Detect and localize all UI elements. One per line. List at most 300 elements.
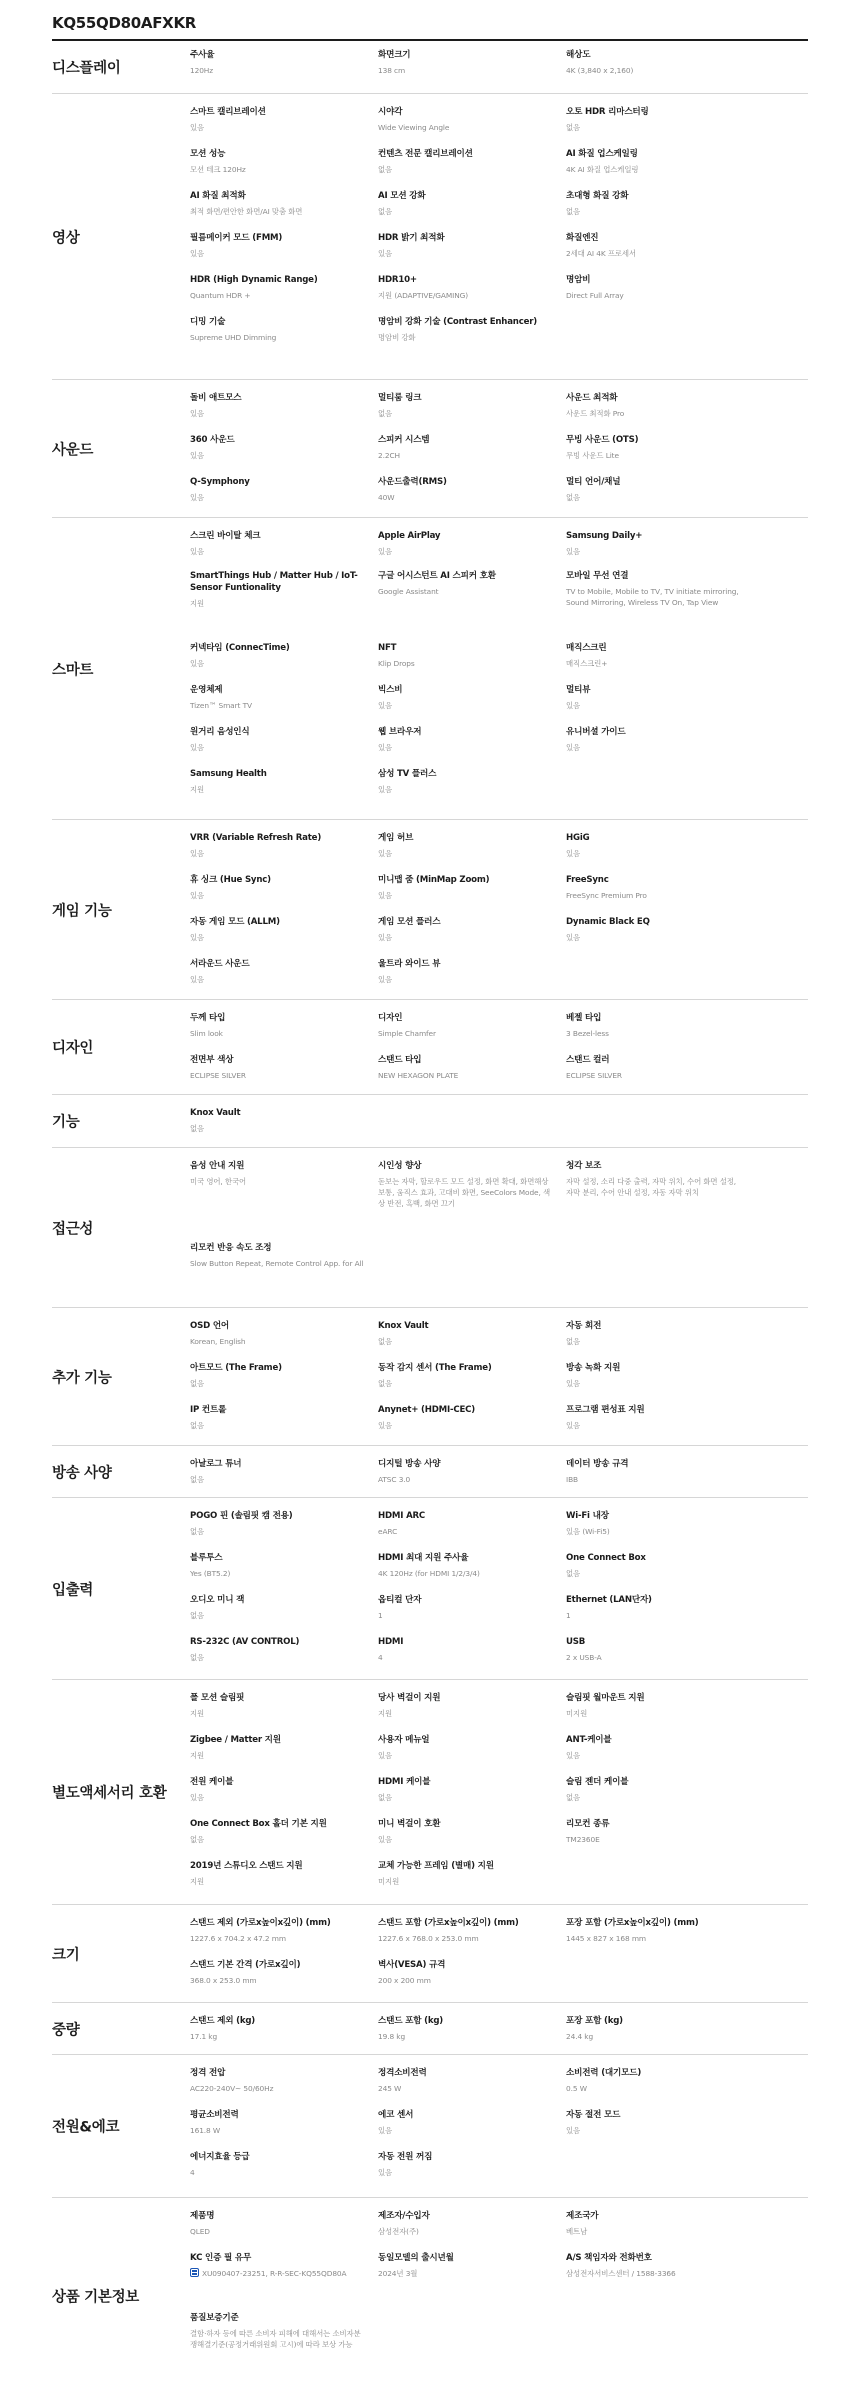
spec-item (190, 1594, 366, 1621)
spec-label: Samsung Daily+ (566, 531, 643, 541)
spec-item (190, 1860, 366, 1887)
spec-item (566, 1404, 742, 1431)
spec-item (378, 642, 554, 669)
spec-item (378, 148, 554, 175)
spec-value: Korean, English (190, 1337, 246, 1346)
spec-value: 1227.6 x 704.2 x 47.2 mm (190, 1934, 286, 1943)
spec-label: 제조자/수입자 (378, 2211, 430, 2221)
spec-label: 평균소비전력 (190, 2110, 239, 2120)
spec-label: HDMI 케이블 (378, 1777, 431, 1787)
spec-item (378, 2067, 554, 2094)
spec-value: 2세대 AI 4K 프로세서 (566, 249, 636, 258)
spec-section-extra (52, 1308, 808, 1446)
spec-value: 삼성전자(주) (378, 2227, 419, 2236)
spec-item (378, 1692, 554, 1719)
spec-item (190, 530, 366, 557)
spec-label: 사운드출력(RMS) (378, 477, 447, 487)
spec-label: 자동 회전 (566, 1321, 602, 1331)
spec-value: TV to Mobile, Mobile to TV, TV initiate mirroring, Sound Mirroring, Wireless TV On, Tap View (566, 587, 739, 607)
spec-label: AI 화질 최적화 (190, 191, 246, 201)
spec-label: 벽사(VESA) 규격 (378, 1960, 446, 1970)
spec-label: 유니버셜 가이드 (566, 727, 626, 737)
spec-value: 사운드 최적화 Pro (566, 409, 625, 418)
spec-item (190, 106, 366, 133)
spec-value: 없음 (190, 1379, 205, 1388)
spec-label: RS-232C (AV CONTROL) (190, 1637, 300, 1647)
spec-label: Knox Vault (190, 1108, 241, 1118)
spec-section-video (52, 94, 808, 380)
spec-value: 있음 (190, 659, 205, 668)
spec-value: 미지원 (566, 1709, 588, 1718)
spec-item (190, 1959, 366, 1986)
spec-section-broadcast (52, 1446, 808, 1498)
spec-item (378, 1404, 554, 1431)
spec-label: 명암비 강화 기술 (Contrast Enhancer) (378, 317, 538, 327)
spec-value: Direct Full Array (566, 291, 624, 300)
spec-label: 스탠드 컬러 (566, 1055, 610, 1065)
spec-value: 있음 (566, 701, 581, 710)
spec-item (378, 570, 554, 597)
spec-value: 245 W (378, 2084, 402, 2093)
spec-value: 120Hz (190, 66, 214, 75)
spec-label: 컨텐츠 전문 캘리브레이션 (378, 149, 473, 159)
spec-label: 모바일 무선 연결 (566, 571, 629, 581)
spec-value: 3 Bezel-less (566, 1029, 609, 1038)
spec-value: AC220-240V~ 50/60Hz (190, 2084, 274, 2093)
spec-item (190, 1242, 366, 1269)
spec-item (566, 1818, 742, 1845)
spec-value: 4 (190, 2168, 195, 2177)
spec-label: 명암비 (566, 275, 591, 285)
spec-label: HDMI 최대 지원 주사율 (378, 1553, 469, 1563)
spec-value: 있음 (190, 743, 205, 752)
spec-item (190, 570, 366, 609)
spec-label: 빅스비 (378, 685, 403, 695)
spec-item (378, 1054, 554, 1081)
spec-label: Apple AirPlay (378, 531, 441, 541)
spec-item (190, 874, 366, 901)
spec-item (378, 1636, 554, 1663)
spec-label: Ethernet (LAN단자) (566, 1595, 652, 1605)
spec-item (190, 148, 366, 175)
model-title: KQ55QD80AFXKR (52, 14, 197, 32)
spec-item (566, 1458, 742, 1485)
spec-label: 필름메이커 모드 (FMM) (190, 233, 283, 243)
spec-value: 2024년 3월 (378, 2269, 418, 2278)
spec-value: 4K AI 화질 업스케일링 (566, 165, 639, 174)
spec-item (566, 2210, 742, 2237)
spec-item (378, 2210, 554, 2237)
spec-item (190, 1734, 366, 1761)
spec-value: 없음 (190, 1527, 205, 1536)
spec-item (566, 1692, 742, 1719)
spec-value: 있음 (378, 743, 393, 752)
spec-value: 1445 x 827 x 168 mm (566, 1934, 647, 1943)
spec-item (378, 1594, 554, 1621)
spec-section-feature (52, 1095, 808, 1148)
spec-value: 1 (566, 1611, 571, 1620)
spec-item (378, 684, 554, 711)
spec-item (566, 106, 742, 133)
spec-item (378, 392, 554, 419)
spec-label: 스탠드 타입 (378, 1055, 422, 1065)
spec-item (378, 49, 554, 76)
spec-value: 지원 (190, 785, 205, 794)
spec-item (378, 1160, 554, 1209)
spec-label: 게임 모션 플러스 (378, 917, 441, 927)
spec-label: VRR (Variable Refresh Rate) (190, 833, 322, 843)
spec-label: 스피커 시스템 (378, 435, 430, 445)
spec-item (566, 274, 742, 301)
spec-label: AI 모션 강화 (378, 191, 426, 201)
spec-item (190, 1818, 366, 1845)
spec-value: Supreme UHD Dimming (190, 333, 277, 342)
spec-value: Quantum HDR + (190, 291, 251, 300)
spec-value: 지원 (378, 1709, 393, 1718)
spec-value: 있음 (190, 849, 205, 858)
spec-item (378, 1917, 554, 1944)
spec-value: 지원 (ADAPTIVE/GAMING) (378, 291, 469, 300)
spec-label: 동작 감지 센서 (The Frame) (378, 1363, 492, 1373)
spec-value: Slim look (190, 1029, 223, 1038)
spec-label: 에너지효율 등급 (190, 2152, 250, 2162)
spec-label: 운영체제 (190, 685, 223, 695)
spec-label: 삼성 TV 플러스 (378, 769, 437, 779)
spec-label: Knox Vault (378, 1321, 429, 1331)
spec-value: 매직스크린+ (566, 659, 608, 668)
spec-value: 없음 (378, 1379, 393, 1388)
spec-section-sound (52, 380, 808, 518)
spec-item (190, 434, 366, 461)
spec-label: 미니맵 줌 (MinMap Zoom) (378, 875, 490, 885)
spec-item (566, 232, 742, 259)
spec-item (190, 2109, 366, 2136)
spec-label: 자동 전원 꺼짐 (378, 2152, 433, 2162)
spec-item (566, 2067, 742, 2094)
spec-value: 있음 (566, 849, 581, 858)
spec-item (378, 1860, 554, 1887)
spec-label: USB (566, 1637, 586, 1647)
spec-item (378, 232, 554, 259)
spec-label: Wi-Fi 내장 (566, 1511, 609, 1521)
spec-item (566, 148, 742, 175)
spec-label: 에코 센서 (378, 2110, 414, 2120)
spec-value: ATSC 3.0 (378, 1475, 411, 1484)
spec-label: 전면부 색상 (190, 1055, 234, 1065)
section-title: 입출력 (52, 1582, 94, 1598)
spec-value: 40W (378, 493, 395, 502)
spec-value: 지원 (190, 1877, 205, 1886)
spec-item (190, 232, 366, 259)
spec-label: 돌비 애트모스 (190, 393, 242, 403)
spec-label: 자동 절전 모드 (566, 2110, 621, 2120)
spec-item (190, 274, 366, 301)
spec-label: 디밍 기술 (190, 317, 226, 327)
spec-value: 없음 (566, 1793, 581, 1802)
spec-label: AI 화질 업스케일링 (566, 149, 638, 159)
spec-label: 포장 포함 (가로x높이x깊이) (mm) (566, 1918, 699, 1928)
spec-value: 모션 테크 120Hz (190, 165, 246, 174)
spec-value: FreeSync Premium Pro (566, 891, 647, 900)
spec-value: 있음 (378, 1751, 393, 1760)
spec-item (190, 2067, 366, 2094)
spec-label: KC 인증 필 유무 (190, 2253, 252, 2263)
spec-item (190, 2312, 366, 2350)
spec-value: 없음 (566, 1569, 581, 1578)
spec-item (566, 1776, 742, 1803)
spec-value: Google Assistant (378, 587, 439, 596)
spec-value: 없음 (190, 1475, 205, 1484)
spec-item (190, 958, 366, 985)
spec-label: One Connect Box 홀더 기본 지원 (190, 1819, 327, 1829)
spec-label: 프로그램 편성표 지원 (566, 1405, 645, 1415)
spec-value: 있음 (566, 933, 581, 942)
spec-item (378, 1959, 554, 1986)
spec-label: 서라운드 사운드 (190, 959, 250, 969)
section-title: 크기 (52, 1947, 80, 1963)
spec-value: 있음 (378, 2168, 393, 2177)
spec-value: 무빙 사운드 Lite (566, 451, 619, 460)
spec-label: IP 컨트롤 (190, 1405, 227, 1415)
spec-label: 매직스크린 (566, 643, 607, 653)
spec-section-design (52, 1000, 808, 1095)
spec-label: 소비전력 (대기모드) (566, 2068, 642, 2078)
spec-value: 없음 (378, 165, 393, 174)
spec-label: 시인성 향상 (378, 1161, 422, 1171)
spec-item (378, 1734, 554, 1761)
spec-item (190, 1404, 366, 1431)
spec-item (190, 1362, 366, 1389)
section-title: 상품 기본정보 (52, 2289, 139, 2305)
spec-label: 교체 가능한 프레임 (별매) 지원 (378, 1861, 494, 1871)
spec-label: 옵티컬 단자 (378, 1595, 422, 1605)
spec-value: 있음 (190, 975, 205, 984)
spec-label: 데이터 방송 규격 (566, 1459, 629, 1469)
spec-value: 없음 (190, 1421, 205, 1430)
spec-value: 없음 (566, 123, 581, 132)
spec-item (378, 106, 554, 133)
spec-value: 있음 (190, 451, 205, 460)
spec-item (566, 1012, 742, 1039)
spec-value: Wide Viewing Angle (378, 123, 450, 132)
spec-section-weight (52, 2003, 808, 2055)
spec-label: 베젤 타입 (566, 1013, 602, 1023)
spec-value: 있음 (Wi-Fi5) (566, 1527, 610, 1536)
spec-value: 결함·하자 등에 따른 소비자 피해에 대해서는 소비자분쟁해결기준(공정거래위원회 고시)에 따라 보상 가능 (190, 2329, 361, 2349)
spec-label: 시야각 (378, 107, 403, 117)
spec-item (566, 1594, 742, 1621)
spec-item (566, 1636, 742, 1663)
spec-label: Dynamic Black EQ (566, 917, 650, 927)
spec-value: 있음 (190, 493, 205, 502)
spec-value: 있음 (566, 1751, 581, 1760)
spec-label: HDMI ARC (378, 1511, 426, 1521)
spec-label: 2019년 스튜디오 스탠드 지원 (190, 1861, 303, 1871)
spec-label: Anynet+ (HDMI-CEC) (378, 1405, 475, 1415)
spec-label: 디지털 방송 사양 (378, 1459, 441, 1469)
spec-label: 정격 전압 (190, 2068, 226, 2078)
spec-item (190, 1107, 366, 1134)
spec-value: 161.8 W (190, 2126, 221, 2135)
spec-value: 있음 (378, 547, 393, 556)
spec-item (566, 1917, 742, 1944)
spec-label: 모션 성능 (190, 149, 226, 159)
spec-item (378, 916, 554, 943)
spec-label: 오디오 미니 잭 (190, 1595, 245, 1605)
spec-value: 있음 (566, 743, 581, 752)
spec-value: 없음 (378, 1337, 393, 1346)
spec-value: 미국 영어, 한국어 (190, 1177, 247, 1186)
section-title: 접근성 (52, 1221, 94, 1237)
spec-label: 화면크기 (378, 50, 411, 60)
spec-label: 원거리 음성인식 (190, 727, 250, 737)
spec-item (566, 1510, 742, 1537)
spec-value: 있음 (378, 975, 393, 984)
spec-label: 아날로그 튜너 (190, 1459, 242, 1469)
spec-value: Simple Chamfer (378, 1029, 436, 1038)
spec-label: A/S 책임자와 전화번호 (566, 2253, 652, 2263)
spec-item (378, 1362, 554, 1389)
spec-label: Zigbee / Matter 지원 (190, 1735, 281, 1745)
spec-item (566, 476, 742, 503)
spec-label: 음성 안내 지원 (190, 1161, 245, 1171)
spec-value: 있음 (190, 547, 205, 556)
spec-item (566, 2252, 742, 2279)
spec-label: 제품명 (190, 2211, 215, 2221)
spec-value: 있음 (190, 1793, 205, 1802)
spec-item (378, 434, 554, 461)
spec-item (378, 316, 554, 343)
spec-item (190, 1636, 366, 1663)
spec-section-io (52, 1498, 808, 1680)
section-title: 디스플레이 (52, 60, 121, 77)
spec-value: 있음 (190, 891, 205, 900)
spec-value: 지원 (190, 1709, 205, 1718)
spec-label: OSD 언어 (190, 1321, 230, 1331)
spec-label: POGO 핀 (솔림핏 캠 전용) (190, 1511, 293, 1521)
spec-value: NEW HEXAGON PLATE (378, 1071, 459, 1080)
spec-section-display (52, 41, 808, 94)
spec-value: 2.2CH (378, 451, 400, 460)
spec-value: 19.8 kg (378, 2032, 406, 2041)
spec-item (378, 1552, 554, 1579)
spec-value: 자막 설정, 소리 다중 출력, 자막 위치, 수어 화면 설정, 자막 분리, 수어 안내 설정, 자동 자막 위치 (566, 1177, 737, 1197)
spec-item (190, 1917, 366, 1944)
section-title: 전원&에코 (52, 2119, 120, 2136)
spec-label: 자동 게임 모드 (ALLM) (190, 917, 280, 927)
spec-label: 멀티뷰 (566, 685, 591, 695)
kc-cert-text: XU090407-23251, R-R-SEC-KQ55QD80A (202, 2269, 347, 2278)
spec-label: 청각 보조 (566, 1161, 602, 1171)
spec-label: 슬림 젠더 케이블 (566, 1777, 629, 1787)
section-title: 별도액세서리 호환 (52, 1785, 167, 1802)
spec-item (190, 916, 366, 943)
spec-item (190, 392, 366, 419)
spec-item (190, 1692, 366, 1719)
spec-item (190, 642, 366, 669)
spec-value: 있음 (378, 891, 393, 900)
spec-item (190, 1320, 366, 1347)
spec-value: 없음 (190, 1124, 205, 1133)
spec-label: Q-Symphony (190, 477, 250, 487)
spec-item (566, 1362, 742, 1389)
spec-value: 있음 (378, 849, 393, 858)
spec-item (566, 530, 742, 557)
spec-section-access (52, 1148, 808, 1308)
spec-value: 4 (378, 1653, 383, 1662)
spec-section-accessory (52, 1680, 808, 1905)
spec-value: 없음 (190, 1653, 205, 1662)
spec-label: 화질엔진 (566, 233, 599, 243)
spec-item (190, 2151, 366, 2178)
spec-value: 있음 (378, 1835, 393, 1844)
spec-item (190, 726, 366, 753)
spec-value: 있음 (566, 1379, 581, 1388)
spec-label: 멀티 언어/채널 (566, 477, 621, 487)
spec-item (190, 684, 366, 711)
spec-label: ANT-케이블 (566, 1735, 612, 1745)
spec-item (566, 916, 742, 943)
section-title: 추가 기능 (52, 1370, 112, 1386)
spec-value: 있음 (378, 701, 393, 710)
spec-value: 베트남 (566, 2227, 588, 2236)
spec-section-basic (52, 2198, 808, 2393)
section-title: 기능 (52, 1114, 80, 1131)
spec-item (190, 1510, 366, 1537)
spec-section-smart (52, 518, 808, 820)
spec-label: 정격소비전력 (378, 2068, 427, 2078)
section-title: 방송 사양 (52, 1465, 112, 1481)
spec-label: FreeSync (566, 875, 609, 885)
spec-value: 4K (3,840 x 2,160) (566, 66, 634, 75)
spec-item (190, 2252, 366, 2279)
spec-label: 게임 허브 (378, 833, 414, 843)
spec-value: 있음 (190, 123, 205, 132)
spec-label: 제조국가 (566, 2211, 599, 2221)
spec-label: 아트모드 (The Frame) (190, 1363, 282, 1373)
spec-label: 스크린 바이탈 체크 (190, 531, 261, 541)
spec-label: 오토 HDR 리마스터링 (566, 107, 649, 117)
spec-item (378, 530, 554, 557)
spec-label: HDR10+ (378, 275, 417, 285)
spec-label: 리모컨 반응 속도 조정 (190, 1243, 272, 1253)
spec-value: IBB (566, 1475, 579, 1484)
spec-item (378, 1458, 554, 1485)
spec-label: 전원 케이블 (190, 1777, 234, 1787)
section-title: 사운드 (52, 442, 94, 458)
spec-value: Yes (BT5.2) (190, 1569, 231, 1578)
spec-item (566, 1160, 742, 1198)
spec-value: 138 cm (378, 66, 406, 75)
spec-item (378, 2015, 554, 2042)
spec-item (378, 1012, 554, 1039)
spec-item (190, 1776, 366, 1803)
spec-section-size (52, 1905, 808, 2003)
spec-value: 삼성전자서비스센터 / 1588-3366 (566, 2269, 676, 2278)
spec-label: NFT (378, 643, 397, 653)
spec-item (190, 1458, 366, 1485)
kc-cert-icon (190, 2268, 199, 2277)
spec-label: 스탠드 제외 (kg) (190, 2016, 256, 2026)
spec-value: 없음 (566, 207, 581, 216)
spec-value: 200 x 200 mm (378, 1976, 431, 1985)
spec-item (566, 392, 742, 419)
spec-label: 무빙 사운드 (OTS) (566, 435, 639, 445)
spec-label: 사용자 메뉴얼 (378, 1735, 430, 1745)
spec-item (378, 768, 554, 795)
spec-item (190, 1552, 366, 1579)
spec-item (566, 642, 742, 669)
